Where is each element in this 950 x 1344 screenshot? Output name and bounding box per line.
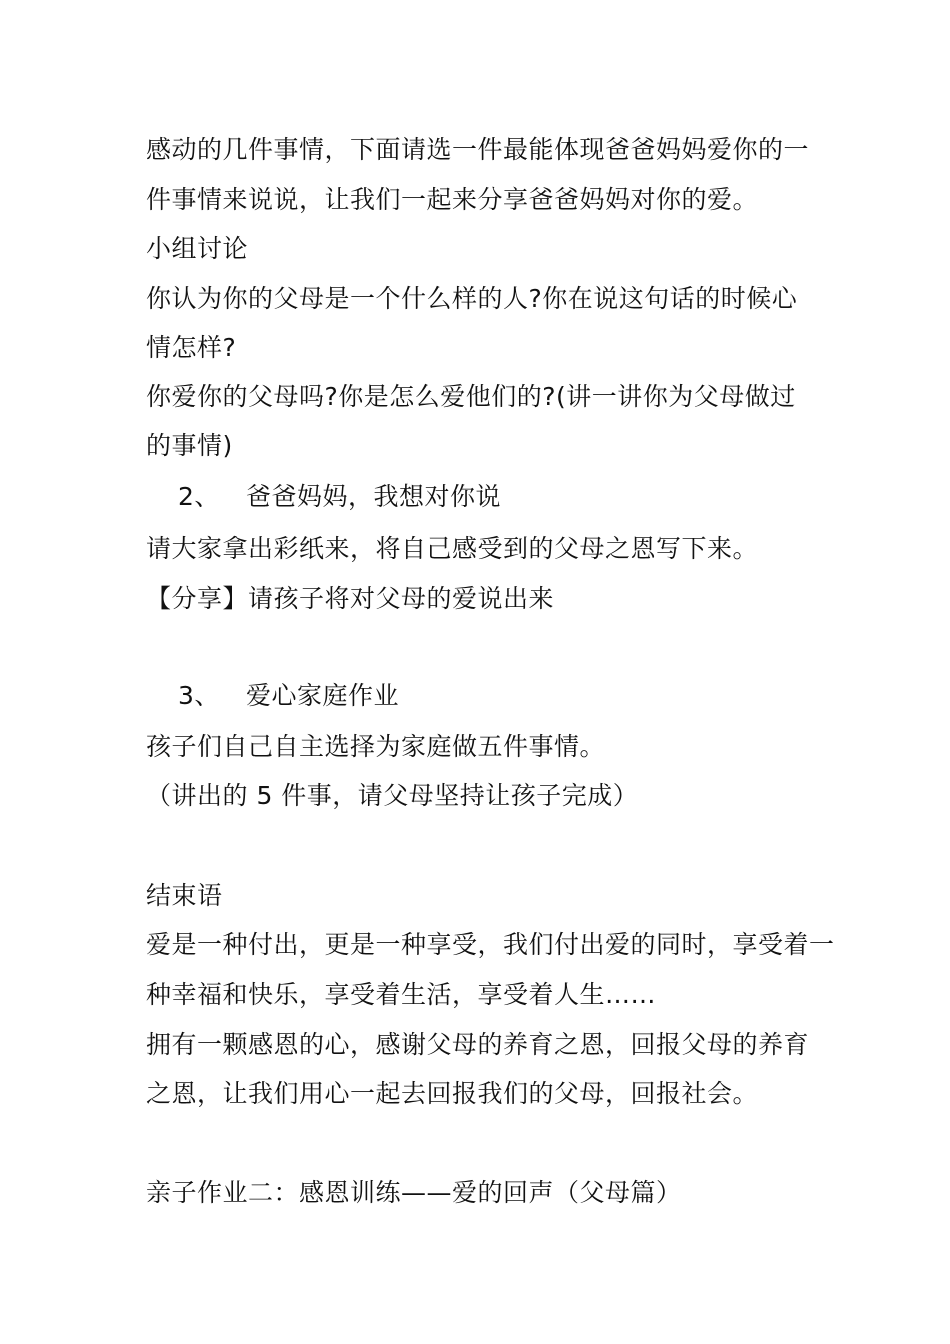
paragraph-line: 感动的几件事情，下面请选一件最能体现爸爸妈妈爱你的一 <box>146 135 810 164</box>
section-title: 爸爸妈妈，我想对你说 <box>246 482 502 511</box>
section-heading-2 <box>178 481 858 513</box>
paragraph-line: 情怎样? <box>146 333 237 362</box>
paragraph-line: 孩子们自己自主选择为家庭做五件事情。 <box>146 732 606 761</box>
paragraph-line: （讲出的 5 件事，请父母坚持让孩子完成） <box>146 781 639 810</box>
paragraph-line: 种幸福和快乐，享受着生活，享受着人生…… <box>146 980 657 1009</box>
paragraph-line: 拥有一颗感恩的心，感谢父母的养育之恩，回报父母的养育 <box>146 1030 810 1059</box>
section-heading-3 <box>178 680 858 712</box>
paragraph-line: 你爱你的父母吗?你是怎么爱他们的?(讲一讲你为父母做过 <box>146 382 796 411</box>
paragraph-line: 你认为你的父母是一个什么样的人?你在说这句话的时候心 <box>146 284 798 313</box>
paragraph-line: 的事情) <box>146 431 233 460</box>
paragraph-line: 请大家拿出彩纸来，将自己感受到的父母之恩写下来。 <box>146 534 759 563</box>
paragraph-line: 【分享】请孩子将对父母的爱说出来 <box>146 584 555 613</box>
paragraph-line: 件事情来说说，让我们一起来分享爸爸妈妈对你的爱。 <box>146 185 759 214</box>
section-number: 3、 <box>178 681 220 710</box>
section-title: 爱心家庭作业 <box>246 681 400 710</box>
subheading-homework: 亲子作业二：感恩训练——爱的回声（父母篇） <box>146 1178 682 1207</box>
subheading-closing: 结束语 <box>146 881 223 910</box>
section-number: 2、 <box>178 482 220 511</box>
subheading-group-discussion: 小组讨论 <box>146 234 249 263</box>
paragraph-line: 之恩，让我们用心一起去回报我们的父母，回报社会。 <box>146 1079 759 1108</box>
paragraph-line: 爱是一种付出，更是一种享受，我们付出爱的同时，享受着一 <box>146 930 835 959</box>
